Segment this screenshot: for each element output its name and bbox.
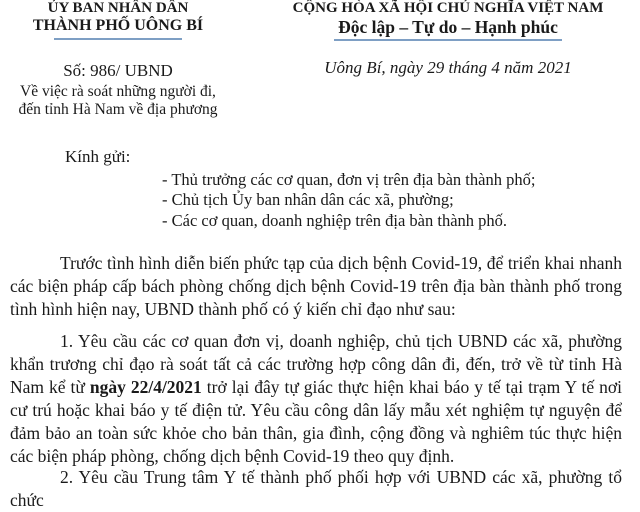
issuer-org-name: THÀNH PHỐ UÔNG BÍ bbox=[32, 17, 204, 34]
salutation: Kính gửi: bbox=[65, 147, 131, 166]
motto-underline-rule bbox=[334, 39, 562, 41]
document-subject-line2: đến tỉnh Hà Nam về địa phương bbox=[18, 100, 218, 118]
letter-body bbox=[10, 252, 622, 512]
national-motto: Độc lập – Tự do – Hạnh phúc bbox=[338, 17, 558, 37]
item1-text-after: trở lại đây tự giác thực hiện khai báo y tế tại trạm Y tế nơi cư trú hoặc khai báo y tế điện tử. Yêu cầu công dân lấy mẫu xét nghiệm tự nguyện để đảm bảo an toàn sức khỏe cho bản thân, gia đình, cộng đồng và nghiêm túc thực hiện các biện pháp phòng, chống dịch bệnh Covid-19 theo quy định. bbox=[10, 377, 622, 466]
item1-bold-date: ngày 22/4/2021 bbox=[89, 377, 202, 397]
issuer-block bbox=[0, 0, 236, 118]
issuer-org-parent: ỦY BAN NHÂN DÂN bbox=[47, 0, 189, 16]
issuer-underline-rule bbox=[54, 38, 182, 40]
intro-paragraph: Trước tình hình diễn biến phức tạp của dịch bệnh Covid-19, để triển khai nhanh các biện pháp cấp bách phòng chống dịch bệnh Covid-19 trên địa bàn thành phố trong tình hình hiện nay, UBND thành phố có ý kiến chỉ đạo như sau: bbox=[10, 253, 622, 319]
item1-paragraph bbox=[10, 330, 622, 468]
document-subject bbox=[0, 83, 236, 118]
document-subject-line1: Về việc rà soát những người đi, bbox=[20, 83, 216, 100]
recipients-list bbox=[162, 170, 535, 231]
national-title: CỘNG HÒA XÃ HỘI CHỦ NGHĨA VIỆT NAM bbox=[292, 0, 604, 16]
national-header-block bbox=[262, 0, 634, 78]
place-dateline: Uông Bí, ngày 29 tháng 4 năm 2021 bbox=[324, 58, 572, 77]
item1-text-before: 1. Yêu cầu các cơ quan đơn vị, doanh nghiệp, chủ tịch UBND các xã, phường khẩn trương chỉ đạo rà soát tất cả các trường hợp công dân đi, đến, trở về từ tỉnh Hà Nam kể từ bbox=[10, 331, 622, 397]
recipient-item: - Các cơ quan, doanh nghiệp trên địa bàn thành phố. bbox=[162, 210, 508, 230]
item2-paragraph-clipped: 2. Yêu cầu Trung tâm Y tế thành phố phối hợp với UBND các xã, phường tổ chức bbox=[10, 467, 622, 510]
recipient-item: - Thủ trưởng các cơ quan, đơn vị trên địa bàn thành phố; bbox=[162, 170, 536, 189]
document-number: Số: 986/ UBND bbox=[63, 61, 173, 80]
recipient-item: - Chủ tịch Ủy ban nhân dân các xã, phường; bbox=[162, 190, 454, 210]
